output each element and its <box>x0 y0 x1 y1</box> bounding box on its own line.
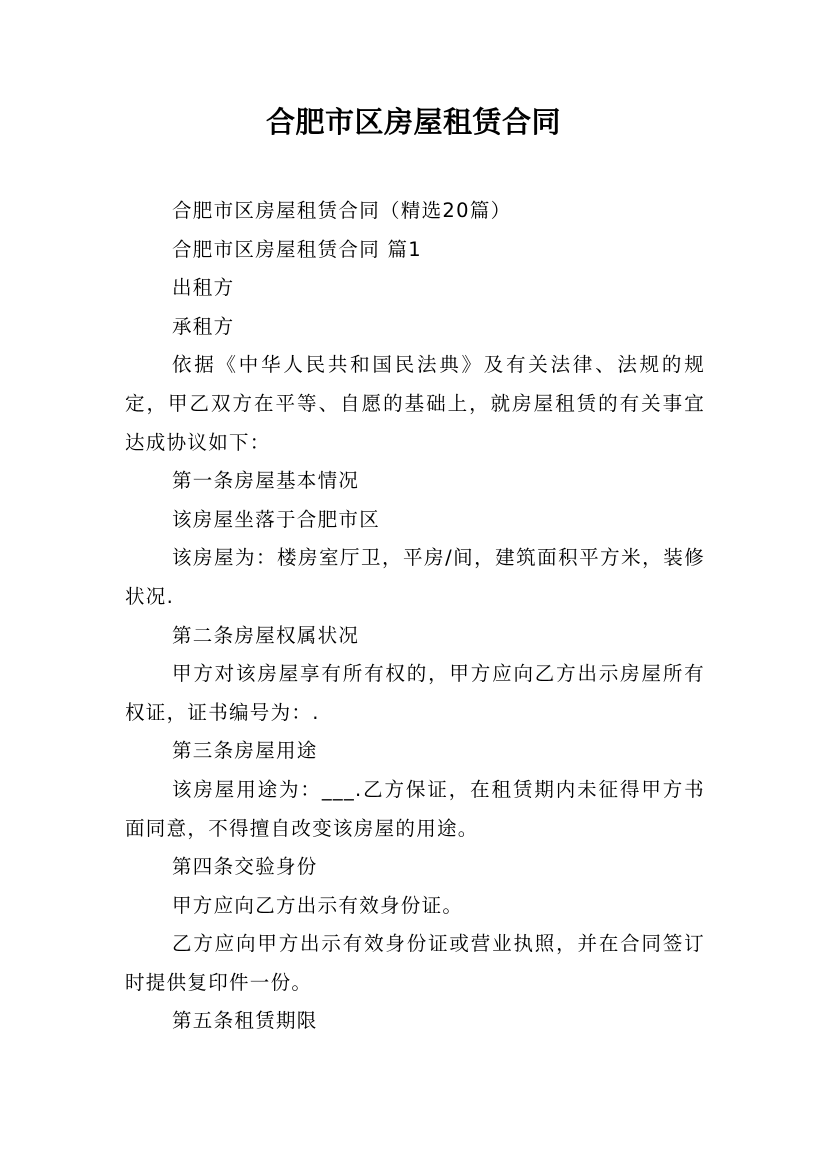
paragraph-article-3-heading: 第三条房屋用途 <box>172 739 318 763</box>
paragraph-article-2-body: 甲方对该房屋享有所有权的，甲方应向乙方出示房屋所有权证，证书编号为：. <box>125 662 705 724</box>
paragraph-article-2-heading: 第二条房屋权属状况 <box>172 623 360 647</box>
paragraph-collection-title: 合肥市区房屋租赁合同（精选20篇） <box>172 199 512 222</box>
paragraph-article-1-details: 该房屋为：楼房室厅卫，平房/间，建筑面积平方米，装修状况. <box>125 546 705 608</box>
document-title: 合肥市区房屋租赁合同 <box>265 105 561 139</box>
paragraph-lessee: 承租方 <box>172 314 235 338</box>
paragraph-article-3-body: 该房屋用途为：___.乙方保证，在租赁期内未征得甲方书面同意，不得擅自改变该房屋的用途。 <box>125 777 705 840</box>
paragraph-article-4-lessor-id: 甲方应向乙方出示有效身份证。 <box>172 893 464 917</box>
paragraph-preamble: 依据《中华人民共和国民法典》及有关法律、法规的规定，甲乙双方在平等、自愿的基础上，就房屋租赁的有关事宜达成协议如下： <box>125 353 705 454</box>
paragraph-article-1-heading: 第一条房屋基本情况 <box>172 469 360 493</box>
paragraph-lessor: 出租方 <box>172 276 235 300</box>
paragraph-section-heading: 合肥市区房屋租赁合同 篇1 <box>172 237 423 261</box>
paragraph-article-4-heading: 第四条交验身份 <box>172 855 318 879</box>
paragraph-article-1-location: 该房屋坐落于合肥市区 <box>172 507 381 531</box>
paragraph-article-4-lessee-id: 乙方应向甲方出示有效身份证或营业执照，并在合同签订时提供复印件一份。 <box>125 932 705 994</box>
paragraph-article-5-heading: 第五条租赁期限 <box>172 1009 318 1033</box>
document-body <box>125 192 705 1041</box>
